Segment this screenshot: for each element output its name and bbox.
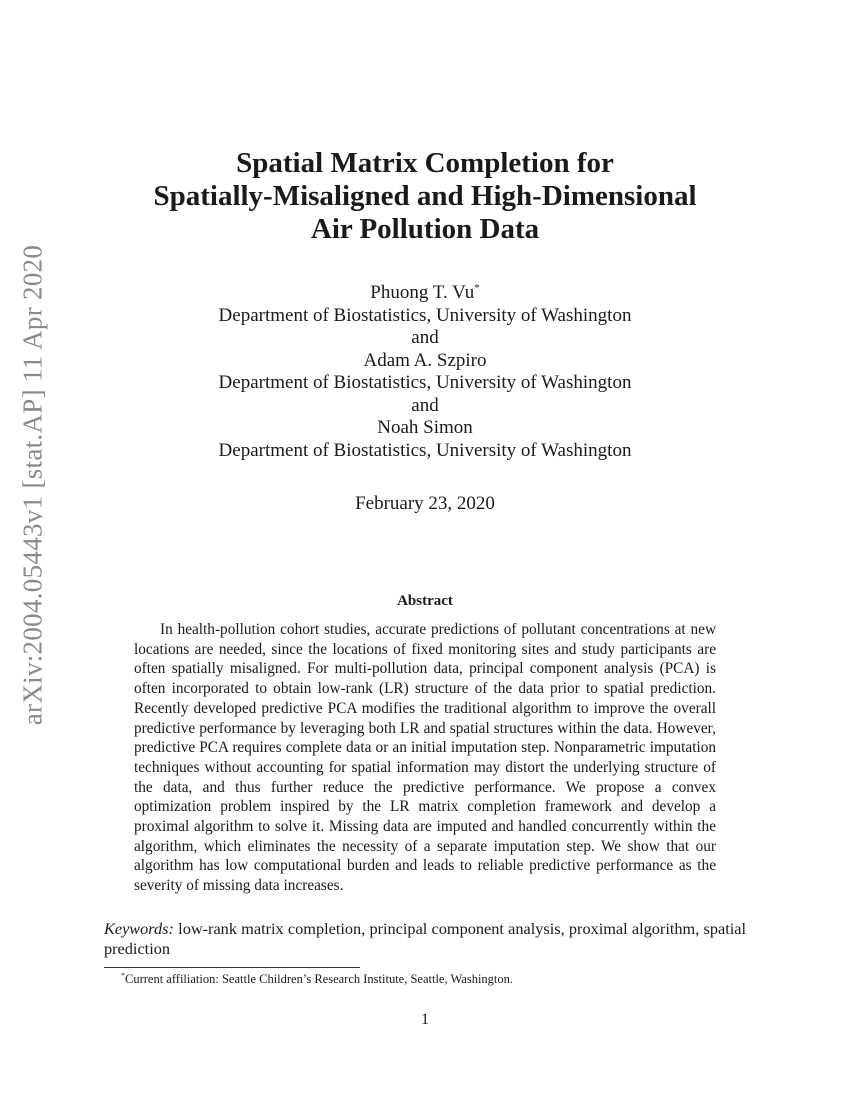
paper-title xyxy=(0,147,850,246)
footnote-text: Current affiliation: Seattle Children’s Research Institute, Seattle, Washington. xyxy=(125,972,514,986)
author-separator: and xyxy=(411,394,439,416)
footnote-marker: * xyxy=(121,971,125,980)
author-affiliation: Department of Biostatistics, University of Washington xyxy=(218,439,632,461)
paper-date: February 23, 2020 xyxy=(355,493,495,514)
title-line: Air Pollution Data xyxy=(310,213,540,245)
page-number: 1 xyxy=(421,1011,429,1028)
footnote-divider xyxy=(104,967,360,968)
author-block xyxy=(0,282,850,462)
footnote xyxy=(121,972,513,987)
title-line: Spatial Matrix Completion for xyxy=(236,147,614,179)
author-name: Noah Simon xyxy=(377,417,473,438)
abstract-text: In health-pollution cohort studies, accurate predictions of pollutant concentrations at new locations are needed, since the locations of fixed monitoring sites and study participants are often spatially misaligned. For multi-pollution data, principal component analysis (PCA) is often incorporated to obtain low-rank (LR) structure of the data prior to spatial prediction. Recently developed predictive PCA modifies the traditional algorithm to improve the overall predictive performance by leveraging both LR and spatial structures within the data. However, predictive PCA requires complete data or an initial imputation step. Nonparametric imputation techniques without accounting for spatial information may distort the underlying structure of the data, and thus further reduce the predictive performance. We propose a convex optimization problem inspired by the LR matrix completion framework and develop a proximal algorithm to solve it. Missing data are imputed and handled concurrently within the algorithm, which eliminates the necessity of a separate imputation step. We show that our algorithm has low computational burden and leads to reliable predictive performance as the severity of missing data increases. xyxy=(134,621,716,895)
keywords-list: low-rank matrix completion, principal component analysis, proximal algorithm, spatial prediction xyxy=(104,919,746,958)
author-name: Adam A. Szpiro xyxy=(363,349,487,371)
author-affiliation: Department of Biostatistics, University of Washington xyxy=(218,372,632,393)
arxiv-identifier-text: arXiv:2004.05443v1 [stat.AP] 11 Apr 2020 xyxy=(17,244,48,726)
keywords-label: Keywords: xyxy=(104,919,174,938)
author-affiliation: Department of Biostatistics, University of Washington xyxy=(218,304,632,326)
author-name: Phuong T. Vu* xyxy=(370,282,480,303)
footnote-marker: * xyxy=(474,282,480,294)
abstract-heading: Abstract xyxy=(397,593,453,609)
author-separator: and xyxy=(411,327,439,348)
title-line: Spatially-Misaligned and High-Dimensional xyxy=(153,180,697,212)
keywords xyxy=(104,919,746,959)
